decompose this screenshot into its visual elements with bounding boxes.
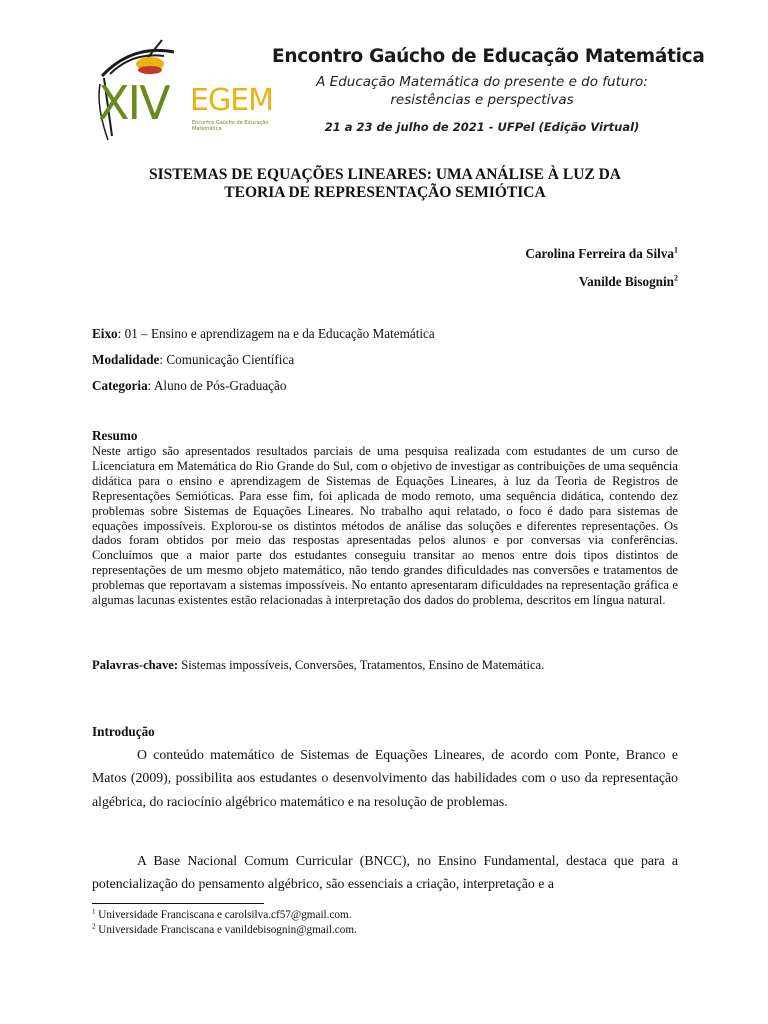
author-name: Carolina Ferreira da Silva	[525, 246, 674, 261]
keywords-label: Palavras-chave:	[92, 658, 179, 672]
eixo-line	[92, 326, 435, 342]
footnote-mark: 1	[92, 907, 96, 916]
introduction-heading: Introdução	[92, 724, 155, 739]
footnote-text: Universidade Franciscana e vanildebisognin@gmail.com.	[95, 924, 357, 936]
categoria-value: : Aluno de Pós-Graduação	[147, 378, 287, 393]
introduction-paragraph-1: O conteúdo matemático de Sistemas de Equações Lineares, de acordo com Ponte, Branco e Matos (2009), possibilita aos estudantes o desenvolvimento das habilidades com o uso da representação algébrica, do raciocínio algébrico matemático e na resolução de problemas.	[92, 747, 678, 809]
eixo-label: Eixo	[92, 326, 118, 341]
paper-title-line1: SISTEMAS DE EQUAÇÕES LINEARES: UMA ANÁLISE À LUZ DA	[149, 166, 621, 183]
introduction-paragraph-2: A Base Nacional Comum Curricular (BNCC), no Ensino Fundamental, destaca que para a potencialização do pensamento algébrico, são essenciais a criação, interpretação e a	[92, 853, 678, 892]
keywords-line	[92, 658, 678, 673]
footnote-1	[92, 909, 352, 921]
keywords-value: Sistemas impossíveis, Conversões, Tratamentos, Ensino de Matemática.	[178, 658, 545, 672]
modalidade-value: : Comunicação Científica	[159, 352, 295, 367]
egem-logo	[92, 36, 272, 146]
conference-title: Encontro Gaúcho de Educação Matemática	[272, 46, 705, 67]
categoria-label: Categoria	[92, 378, 148, 393]
author-2	[579, 274, 678, 290]
logo-acronym: EGEM	[190, 83, 274, 118]
conference-date: 21 a 23 de julho de 2021 - UFPel (Edição Virtual)	[324, 120, 640, 134]
conference-subtitle-line1: A Educação Matemática do presente e do futuro:	[316, 74, 648, 90]
conference-subtitle-line2: resistências e perspectivas	[390, 92, 574, 108]
footnote-text: Universidade Franciscana e carolsilva.cf57@gmail.com.	[95, 909, 352, 921]
abstract-heading: Resumo	[92, 428, 138, 443]
paper-title	[92, 166, 678, 202]
paper-title-line2: TEORIA DE REPRESENTAÇÃO SEMIÓTICA	[224, 184, 546, 201]
footnote-mark: 1	[674, 245, 678, 255]
logo-tagline: Encontro Gaúcho de Educação Matemática	[192, 120, 269, 132]
author-name: Vanilde Bisognin	[578, 274, 674, 289]
conference-subtitle	[272, 73, 692, 109]
conference-header	[272, 46, 705, 134]
modalidade-line	[92, 352, 294, 368]
footnote-2	[92, 924, 357, 936]
author-1	[525, 246, 678, 262]
categoria-line	[92, 378, 286, 394]
footnote-mark: 2	[92, 922, 96, 931]
footnote-mark: 2	[674, 273, 678, 283]
modalidade-label: Modalidade	[92, 352, 160, 367]
logo-roman-numeral: XIV	[98, 76, 169, 130]
footnote-separator	[92, 903, 264, 904]
eixo-value: : 01 – Ensino e aprendizagem na e da Educação Matemática	[117, 326, 435, 341]
abstract-text: Neste artigo são apresentados resultados parciais de uma pesquisa realizada com estudantes de um curso de Licenciatura em Matemática do Rio Grande do Sul, com o objetivo de investigar as contribuições de uma sequência didática para o ensino e aprendizagem de Sistemas de Equações Lineares, à luz da Teoria de Registros de Representações Semióticas. Para esse fim, foi aplicada de modo remoto, uma sequência didática, contendo dez problemas sobre Sistemas de Equações Lineares. No trabalho aqui relatado, o foco é dado para sistemas de equações impossíveis. Explorou-se os distintos métodos de análise das soluções e diferentes representações. Os dados foram obtidos por meio das respostas apresentadas pelos alunos e por conversas via conferências. Concluímos que a maior parte dos estudantes conseguiu transitar ao menos entre dois tipos distintos de representações de um mesmo objeto matemático, não tendo grandes dificuldades nas conversões e tratamentos de problemas que reportavam a sistemas impossíveis. No entanto apresentaram dificuldades na representação gráfica e algumas lacunas existentes estão relacionadas à interpretação dos dados do problema, descritos em língua natural.	[92, 444, 678, 608]
